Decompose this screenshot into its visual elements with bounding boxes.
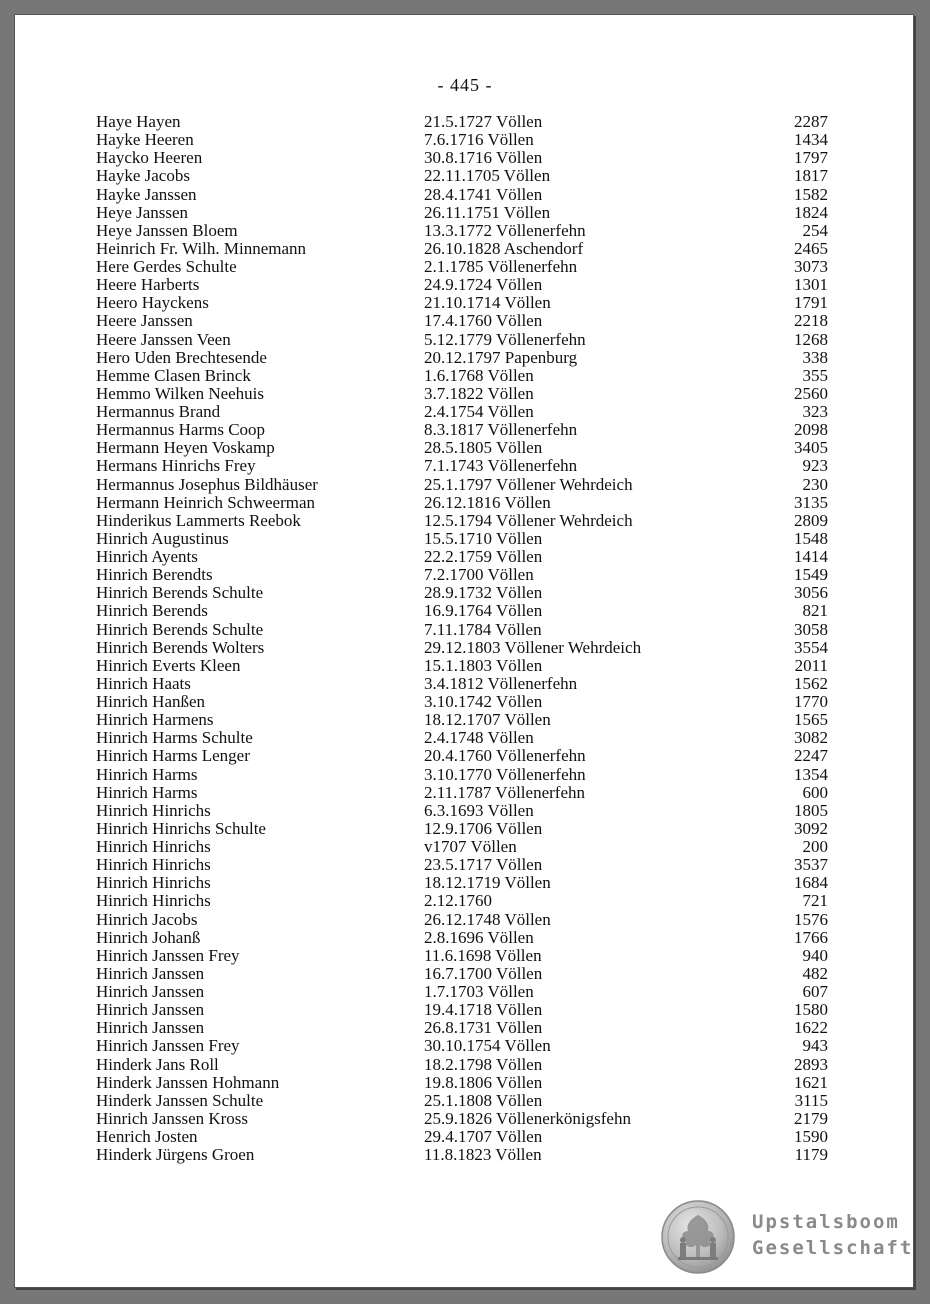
entry-date-place: 15.5.1710 Völlen (424, 528, 543, 548)
entry-date-place: 24.9.1724 Völlen (424, 275, 543, 295)
entry-number: 923 (802, 456, 828, 476)
register-entry (15, 766, 915, 784)
register-entry (15, 186, 915, 204)
entry-date-place: 17.4.1760 Völlen (424, 311, 543, 331)
entry-date-place: 2.11.1787 Völlenerfehn (424, 782, 585, 802)
page-number: - 445 - (437, 75, 493, 95)
register-entry (15, 820, 915, 838)
entry-date-place: 21.10.1714 Völlen (424, 293, 551, 313)
entry-name: Hinrich Berends (96, 601, 208, 621)
entry-number: 3058 (794, 619, 828, 639)
register-entry (15, 149, 915, 167)
register-entry (15, 1037, 915, 1055)
entry-name: Hinrich Hanßen (96, 692, 206, 711)
entry-number: 3537 (794, 855, 828, 875)
entry-date-place: 16.9.1764 Völlen (424, 601, 543, 621)
entry-name: Hayke Heeren (96, 130, 194, 150)
register-entry (15, 312, 915, 330)
entry-name: Hinrich Hinrichs (96, 837, 211, 856)
entry-name: Hinderk Janssen Schulte (96, 1090, 264, 1110)
entry-name: Hinrich Berendts (96, 565, 213, 585)
entry-date-place: 19.4.1718 Völlen (424, 1000, 543, 1020)
entry-number: 254 (802, 220, 828, 240)
entry-date-place: 1.6.1768 Völlen (424, 365, 534, 385)
entry-date-place: 22.11.1705 Völlen (424, 166, 551, 186)
entry-date-place: 18.12.1707 Völlen (424, 710, 551, 730)
register-entry (15, 548, 915, 566)
entry-date-place: 1.7.1703 Völlen (424, 982, 534, 1001)
entry-number: 230 (802, 474, 828, 494)
entry-name: Hinderk Jans Roll (96, 1054, 219, 1074)
entry-date-place: 2.1.1785 Völlenerfehn (424, 257, 578, 276)
entry-number: 1622 (794, 1018, 828, 1038)
entry-number: 3554 (794, 637, 828, 657)
entry-name: Hinrich Johanß (96, 927, 201, 947)
entry-name: Hinrich Harmens (96, 710, 214, 730)
entry-number: 1797 (794, 148, 828, 168)
entry-number: 2247 (794, 746, 828, 766)
logo-text (752, 1209, 913, 1261)
register-entry (15, 222, 915, 240)
register-entry (15, 349, 915, 367)
register-entry (15, 204, 915, 222)
register-entry (15, 167, 915, 185)
register-entry (15, 657, 915, 675)
logo-line-1: Upstalsboom (752, 1211, 900, 1233)
entry-number: 1354 (794, 764, 828, 784)
entry-name: Hinrich Janssen (96, 1000, 205, 1020)
entry-number: 2011 (794, 655, 828, 675)
register-entry (15, 856, 915, 874)
register-entry (15, 476, 915, 494)
entry-number: 2560 (794, 383, 828, 403)
entry-name: Heinrich Fr. Wilh. Minnemann (96, 238, 307, 258)
register-list (15, 113, 915, 1164)
entry-number: 1562 (794, 673, 828, 693)
register-entry (15, 421, 915, 439)
entry-number: 1824 (794, 202, 828, 222)
entry-date-place: 19.8.1806 Völlen (424, 1072, 543, 1092)
entry-name: Hayke Janssen (96, 184, 197, 204)
register-entry (15, 892, 915, 910)
entry-number: 940 (802, 945, 828, 965)
entry-number: 1590 (794, 1127, 828, 1146)
entry-number: 2098 (794, 420, 828, 440)
entry-name: Hinderk Jürgens Groen (96, 1145, 255, 1165)
entry-number: 355 (802, 365, 828, 385)
entry-name: Hinrich Janssen (96, 982, 205, 1001)
register-entry (15, 929, 915, 947)
register-entry (15, 1128, 915, 1146)
entry-date-place: 26.12.1748 Völlen (424, 909, 551, 929)
entry-name: Haycko Heeren (96, 148, 203, 168)
register-entry (15, 838, 915, 856)
register-entry (15, 639, 915, 657)
entry-name: Hayke Jacobs (96, 166, 190, 186)
entry-name: Hinrich Hinrichs (96, 873, 211, 893)
register-entry (15, 602, 915, 620)
register-entry (15, 403, 915, 421)
entry-name: Hinrich Harms (96, 764, 198, 784)
entry-date-place: v1707 Völlen (424, 837, 517, 856)
register-entry (15, 457, 915, 475)
entry-name: Hinrich Jacobs (96, 909, 198, 929)
entry-date-place: 3.4.1812 Völlenerfehn (424, 673, 578, 693)
entry-date-place: 18.12.1719 Völlen (424, 873, 551, 893)
entry-number: 943 (802, 1036, 828, 1056)
entry-name: Hermans Hinrichs Frey (96, 456, 256, 476)
register-entry (15, 385, 915, 403)
entry-date-place: 29.12.1803 Völlener Wehrdeich (424, 637, 642, 657)
entry-number: 482 (802, 963, 828, 983)
entry-date-place: 7.6.1716 Völlen (424, 130, 534, 150)
register-entry (15, 131, 915, 149)
entry-number: 821 (802, 601, 828, 621)
entry-name: Haye Hayen (96, 112, 181, 131)
entry-name: Hinrich Hinrichs (96, 800, 211, 820)
entry-date-place: 2.12.1760 (424, 891, 492, 911)
entry-number: 2893 (794, 1054, 828, 1074)
entry-number: 1770 (794, 692, 828, 711)
register-entry (15, 367, 915, 385)
register-entry (15, 874, 915, 892)
entry-date-place: 12.9.1706 Völlen (424, 818, 543, 838)
entry-number: 1582 (794, 184, 828, 204)
register-entry (15, 947, 915, 965)
entry-number: 1565 (794, 710, 828, 730)
entry-name: Hinderk Janssen Hohmann (96, 1072, 280, 1092)
register-entry (15, 1019, 915, 1037)
register-entry (15, 747, 915, 765)
entry-number: 1549 (794, 565, 828, 585)
entry-number: 1684 (794, 873, 828, 893)
entry-number: 1434 (794, 130, 828, 150)
register-entry (15, 1001, 915, 1019)
entry-date-place: 3.10.1770 Völlenerfehn (424, 764, 586, 784)
entry-name: Hermannus Harms Coop (96, 420, 266, 440)
entry-number: 607 (802, 982, 828, 1001)
entry-name: Heye Janssen (96, 202, 189, 222)
entry-date-place: 26.12.1816 Völlen (424, 492, 551, 512)
entry-number: 600 (802, 782, 828, 802)
entry-date-place: 20.12.1797 Papenburg (424, 347, 578, 367)
entry-name: Hinrich Janssen (96, 1018, 205, 1038)
entry-date-place: 12.5.1794 Völlener Wehrdeich (424, 510, 633, 530)
register-entry (15, 1056, 915, 1074)
entry-name: Hinrich Berends Schulte (96, 619, 264, 639)
entry-number: 338 (802, 347, 828, 367)
register-entry (15, 276, 915, 294)
entry-number: 323 (802, 402, 828, 421)
entry-date-place: 11.6.1698 Völlen (424, 945, 542, 965)
document-page (14, 14, 914, 1288)
entry-number: 3056 (794, 583, 828, 603)
seal-emblem-icon (660, 1199, 736, 1275)
entry-date-place: 16.7.1700 Völlen (424, 963, 543, 983)
register-entry (15, 983, 915, 1001)
entry-name: Hero Uden Brechtesende (96, 347, 267, 367)
entry-name: Hinrich Janssen Kross (96, 1108, 249, 1128)
entry-number: 1817 (794, 166, 828, 186)
register-entry (15, 494, 915, 512)
entry-number: 721 (802, 891, 828, 911)
entry-name: Henrich Josten (96, 1127, 198, 1146)
register-entry (15, 240, 915, 258)
register-entry (15, 1092, 915, 1110)
register-entry (15, 113, 915, 131)
register-entry (15, 331, 915, 349)
entry-date-place: 6.3.1693 Völlen (424, 800, 534, 820)
register-entry (15, 1074, 915, 1092)
register-entry (15, 784, 915, 802)
register-entry (15, 729, 915, 747)
register-entry (15, 711, 915, 729)
entry-date-place: 18.2.1798 Völlen (424, 1054, 543, 1074)
entry-number: 3092 (794, 818, 828, 838)
register-entry (15, 802, 915, 820)
register-entry (15, 512, 915, 530)
entry-name: Hinderikus Lammerts Reebok (96, 510, 301, 530)
register-entry (15, 693, 915, 711)
entry-date-place: 8.3.1817 Völlenerfehn (424, 420, 578, 440)
entry-name: Here Gerdes Schulte (96, 257, 237, 276)
entry-number: 1766 (794, 927, 828, 947)
entry-number: 3115 (794, 1090, 828, 1110)
entry-date-place: 28.5.1805 Völlen (424, 438, 543, 458)
register-entry (15, 911, 915, 929)
entry-date-place: 25.1.1797 Völlener Wehrdeich (424, 474, 633, 494)
entry-number: 3135 (794, 492, 828, 512)
entry-name: Hemme Clasen Brinck (96, 365, 251, 385)
entry-number: 1301 (794, 275, 828, 295)
logo-line-2: Gesellschaft (752, 1237, 914, 1259)
entry-name: Heere Janssen (96, 311, 193, 331)
entry-name: Heye Janssen Bloem (96, 220, 238, 240)
entry-date-place: 28.9.1732 Völlen (424, 583, 543, 603)
entry-date-place: 2.4.1754 Völlen (424, 402, 534, 421)
entry-date-place: 26.10.1828 Aschendorf (424, 238, 584, 258)
entry-date-place: 26.8.1731 Völlen (424, 1018, 543, 1038)
entry-number: 1548 (794, 528, 828, 548)
entry-name: Hinrich Hinrichs Schulte (96, 818, 266, 838)
register-entry (15, 621, 915, 639)
entry-date-place: 21.5.1727 Völlen (424, 112, 543, 131)
entry-name: Hinrich Haats (96, 673, 191, 693)
entry-number: 2809 (794, 510, 828, 530)
entry-date-place: 22.2.1759 Völlen (424, 547, 543, 566)
register-entry (15, 965, 915, 983)
entry-date-place: 30.8.1716 Völlen (424, 148, 543, 168)
entry-date-place: 3.7.1822 Völlen (424, 383, 534, 403)
entry-date-place: 13.3.1772 Völlenerfehn (424, 220, 586, 240)
entry-date-place: 29.4.1707 Völlen (424, 1127, 543, 1146)
register-entry (15, 1110, 915, 1128)
entry-number: 2465 (794, 238, 828, 258)
entry-name: Hinrich Janssen Frey (96, 1036, 240, 1056)
entry-date-place: 2.4.1748 Völlen (424, 728, 534, 748)
register-entry (15, 584, 915, 602)
entry-name: Hermann Heyen Voskamp (96, 438, 275, 458)
entry-number: 3073 (794, 257, 828, 276)
entry-name: Hermannus Brand (96, 402, 221, 421)
entry-date-place: 7.11.1784 Völlen (424, 619, 542, 639)
register-entry (15, 294, 915, 312)
entry-number: 1576 (794, 909, 828, 929)
entry-name: Hinrich Hinrichs (96, 891, 211, 911)
entry-date-place: 2.8.1696 Völlen (424, 927, 534, 947)
entry-date-place: 25.1.1808 Völlen (424, 1090, 543, 1110)
entry-number: 2218 (794, 311, 828, 331)
entry-number: 1621 (794, 1072, 828, 1092)
entry-name: Hinrich Berends Schulte (96, 583, 264, 603)
entry-name: Hermann Heinrich Schweerman (96, 492, 316, 512)
entry-date-place: 26.11.1751 Völlen (424, 202, 551, 222)
entry-date-place: 23.5.1717 Völlen (424, 855, 543, 875)
entry-name: Heere Harberts (96, 275, 200, 295)
entry-name: Hemmo Wilken Neehuis (96, 383, 265, 403)
entry-name: Hinrich Harms (96, 782, 198, 802)
entry-date-place: 20.4.1760 Völlenerfehn (424, 746, 586, 766)
register-entry (15, 439, 915, 457)
entry-number: 200 (802, 837, 828, 856)
entry-name: Heere Janssen Veen (96, 329, 231, 349)
entry-date-place: 5.12.1779 Völlenerfehn (424, 329, 586, 349)
entry-number: 1580 (794, 1000, 828, 1020)
entry-name: Hinrich Janssen (96, 963, 205, 983)
register-entry (15, 1146, 915, 1164)
register-entry (15, 530, 915, 548)
entry-date-place: 7.1.1743 Völlenerfehn (424, 456, 578, 476)
entry-name: Hinrich Hinrichs (96, 855, 211, 875)
entry-number: 3082 (794, 728, 828, 748)
entry-date-place: 30.10.1754 Völlen (424, 1036, 551, 1056)
entry-name: Hinrich Augustinus (96, 528, 229, 548)
entry-name: Hinrich Berends Wolters (96, 637, 265, 657)
entry-name: Hinrich Janssen Frey (96, 945, 240, 965)
entry-number: 1179 (794, 1145, 828, 1165)
entry-name: Hermannus Josephus Bildhäuser (96, 474, 318, 494)
entry-name: Hinrich Ayents (96, 547, 198, 566)
entry-name: Heero Hayckens (96, 293, 209, 313)
entry-name: Hinrich Harms Schulte (96, 728, 253, 748)
entry-number: 1414 (794, 547, 828, 566)
entry-name: Hinrich Everts Kleen (96, 655, 241, 675)
entry-date-place: 7.2.1700 Völlen (424, 565, 534, 585)
entry-date-place: 15.1.1803 Völlen (424, 655, 543, 675)
register-entry (15, 566, 915, 584)
entry-name: Hinrich Harms Lenger (96, 746, 250, 766)
entry-number: 2287 (794, 112, 828, 131)
entry-number: 3405 (794, 438, 828, 458)
register-entry (15, 258, 915, 276)
entry-date-place: 11.8.1823 Völlen (424, 1145, 542, 1165)
publisher-logo (660, 1199, 914, 1275)
entry-number: 1791 (794, 293, 828, 313)
entry-date-place: 25.9.1826 Völlenerkönigsfehn (424, 1108, 631, 1128)
entry-number: 1268 (794, 329, 828, 349)
entry-number: 1805 (794, 800, 828, 820)
entry-date-place: 28.4.1741 Völlen (424, 184, 543, 204)
entry-number: 2179 (794, 1108, 828, 1128)
register-entry (15, 675, 915, 693)
entry-date-place: 3.10.1742 Völlen (424, 692, 543, 711)
